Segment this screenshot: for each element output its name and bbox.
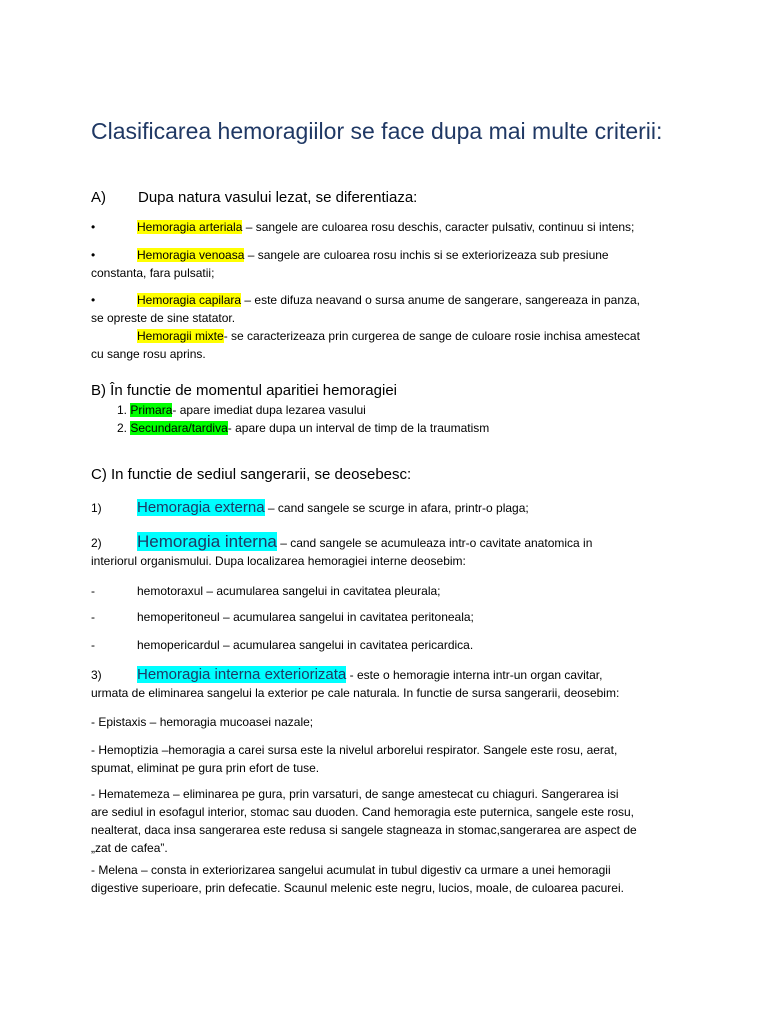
paragraph: - Epistaxis – hemoragia mucoasei nazale; (91, 715, 314, 729)
paragraph: - Hematemeza – eliminarea pe gura, prin varsaturi, de sange amestecat cu chiaguri. Sangerarea isi are sediul in esofagul interior, stomac sau duoden. Cand hemoragia este puternica, sangele este rosu, nealterat, daca insa sangerarea este redusa si sangele stagneaza in stomac,sangerarea are aspect de „zat de cafea”. (91, 787, 637, 855)
list-item: - hemoperitoneul – acumularea sangelui in cavitatea peritoneala; (91, 610, 474, 624)
document-title: Clasificarea hemoragiilor se face dupa mai multe criterii: (91, 118, 663, 144)
list-item: 2) Hemoragia interna – cand sangele se acumuleaza intr-o cavitate anatomica in interiorul organismului. Dupa localizarea hemoragiei interne deosebim: (91, 532, 593, 568)
term-highlight: Secundara/tardiva (130, 421, 228, 435)
list-item: - hemotoraxul – acumularea sangelui in cavitatea pleurala; (91, 584, 441, 598)
list-item: 1) Hemoragia externa – cand sangele se scurge in afara, printr-o plaga; (91, 499, 529, 516)
paragraph: - Melena – consta in exteriorizarea sangelui acumulat in tubul digestiv ca urmare a unei hemoragii digestive superioare, prin defecatie. Scaunul melenic este negru, lucios, moale, de culoarea pacurei. (91, 863, 624, 895)
list-item: • Hemoragia venoasa – sangele are culoarea rosu inchis si se exteriorizeaza sub presiune constanta, fara pulsatii; (91, 248, 609, 280)
term-highlight: Hemoragia interna exteriorizata (137, 666, 347, 683)
list-item: • Hemoragia capilara – este difuza neavand o sursa anume de sangerare, sangereaza in panza, se opreste de sine statator. Hemoragii mixte- se caracterizeaza prin curgerea de sange de culoare rosie inchisa amestecat cu sange rosu aprins. (91, 293, 640, 361)
term-highlight: Hemoragia interna (137, 532, 277, 551)
list-item: - hemopericardul – acumularea sangelui in cavitatea pericardica. (91, 638, 474, 652)
section-a-marker: A) (91, 189, 106, 206)
list-item: 1. Primara- apare imediat dupa lezarea vasului (117, 403, 366, 417)
term-highlight: Hemoragia externa (137, 499, 265, 516)
list-item: 2. Secundara/tardiva- apare dupa un interval de timp de la traumatism (117, 421, 490, 435)
term-highlight: Hemoragia venoasa (137, 248, 245, 262)
paragraph: - Hemoptizia –hemoragia a carei sursa este la nivelul arborelui respirator. Sangele este rosu, aerat, spumat, eliminat pe gura prin efort de tuse. (91, 743, 618, 775)
term-highlight: Hemoragii mixte (137, 329, 224, 343)
section-b-heading: B) În functie de momentul aparitiei hemoragiei (91, 382, 397, 399)
list-item: 3) Hemoragia interna exteriorizata - este o hemoragie interna intr-un organ cavitar, urmata de eliminarea sangelui la exterior pe cale naturala. In functie de sursa sangerarii, deosebim: (91, 666, 620, 700)
section-a-title: Dupa natura vasului lezat, se diferentiaza: (138, 189, 418, 206)
term-highlight: Hemoragia capilara (137, 293, 242, 307)
list-item: • Hemoragia arteriala – sangele are culoarea rosu deschis, caracter pulsativ, continuu si intens; (91, 220, 635, 234)
section-c-heading: C) In functie de sediul sangerarii, se deosebesc: (91, 466, 412, 483)
section-a-heading (91, 188, 417, 207)
term-highlight: Primara (130, 403, 173, 417)
term-highlight: Hemoragia arteriala (137, 220, 243, 234)
